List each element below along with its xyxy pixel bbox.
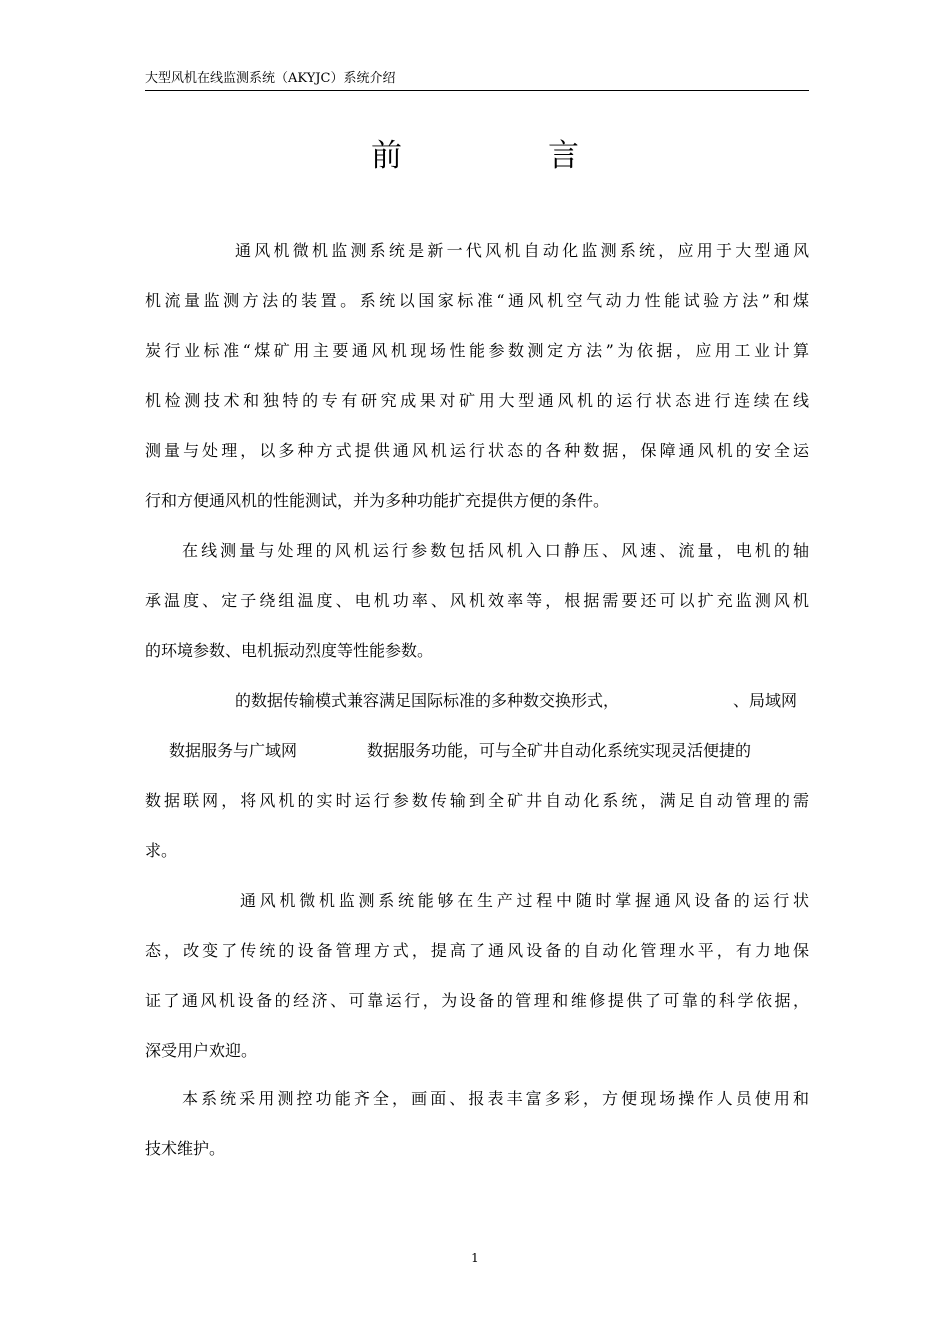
paragraph-line: 炭行业标准“煤矿用主要通风机现场性能参数测定方法”为依据，应用工业计算 — [145, 341, 809, 360]
header-title: 大型风机在线监测系统（AKYJC）系统介绍 — [145, 71, 396, 86]
paragraph-line: 通风机微机监测系统是新一代风机自动化监测系统，应用于大型通风 — [235, 241, 809, 260]
paragraph-line: 证了通风机设备的经济、可靠运行，为设备的管理和维修提供了可靠的科学依据， — [145, 991, 809, 1010]
paragraph-line — [145, 676, 809, 726]
paragraph-line: 承温度、定子绕组温度、电机功率、风机效率等，根据需要还可以扩充监测风机 — [145, 591, 809, 610]
paragraph-line: 测量与处理，以多种方式提供通风机运行状态的各种数据，保障通风机的安全运 — [145, 441, 809, 460]
paragraph-line: 技术维护。 — [145, 1139, 226, 1158]
paragraph-segment: 、局域网 — [733, 691, 798, 710]
page-number: 1 — [471, 1251, 479, 1265]
paragraph-features — [145, 1074, 809, 1174]
paragraph-line: 深受用户欢迎。 — [145, 1041, 258, 1060]
paragraph-transmission — [145, 676, 809, 876]
paragraph-segment: 的数据传输模式兼容满足国际标准的多种数交换形式， — [235, 691, 620, 710]
paragraph-line — [145, 726, 809, 776]
paragraph-parameters — [145, 526, 809, 676]
paragraph-line: 的环境参数、电机振动烈度等性能参数。 — [145, 641, 434, 660]
paragraph-line: 机检测技术和独特的专有研究成果对矿用大型通风机的运行状态进行连续在线 — [145, 391, 809, 410]
paragraph-benefits — [145, 876, 809, 1076]
paragraph-line: 在线测量与处理的风机运行参数包括风机入口静压、风速、流量，电机的轴 — [182, 541, 809, 560]
paragraph-line: 行和方便通风机的性能测试，并为多种功能扩充提供方便的条件。 — [145, 491, 610, 510]
paragraph-line: 机流量监测方法的装置。系统以国家标准“通风机空气动力性能试验方法”和煤 — [145, 291, 809, 310]
paragraph-segment: 数据服务功能，可与全矿井自动化系统实现灵活便捷的 — [367, 741, 752, 760]
paragraph-intro — [145, 226, 809, 526]
paragraph-line: 态，改变了传统的设备管理方式，提高了通风设备的自动化管理水平，有力地保 — [145, 941, 809, 960]
paragraph-line: 数据联网，将风机的实时运行参数传输到全矿井自动化系统，满足自动管理的需 — [145, 791, 809, 810]
title-char-2: 言 — [548, 138, 579, 174]
paragraph-line: 通风机微机监测系统能够在生产过程中随时掌握通风设备的运行状 — [240, 891, 809, 910]
paragraph-segment: 数据服务与广域网 — [169, 741, 298, 760]
paragraph-line: 求。 — [145, 841, 178, 860]
page-title — [0, 134, 950, 178]
page-header — [145, 70, 809, 91]
title-char-1: 前 — [371, 138, 402, 174]
paragraph-line: 本系统采用测控功能齐全，画面、报表丰富多彩，方便现场操作人员使用和 — [182, 1089, 809, 1108]
